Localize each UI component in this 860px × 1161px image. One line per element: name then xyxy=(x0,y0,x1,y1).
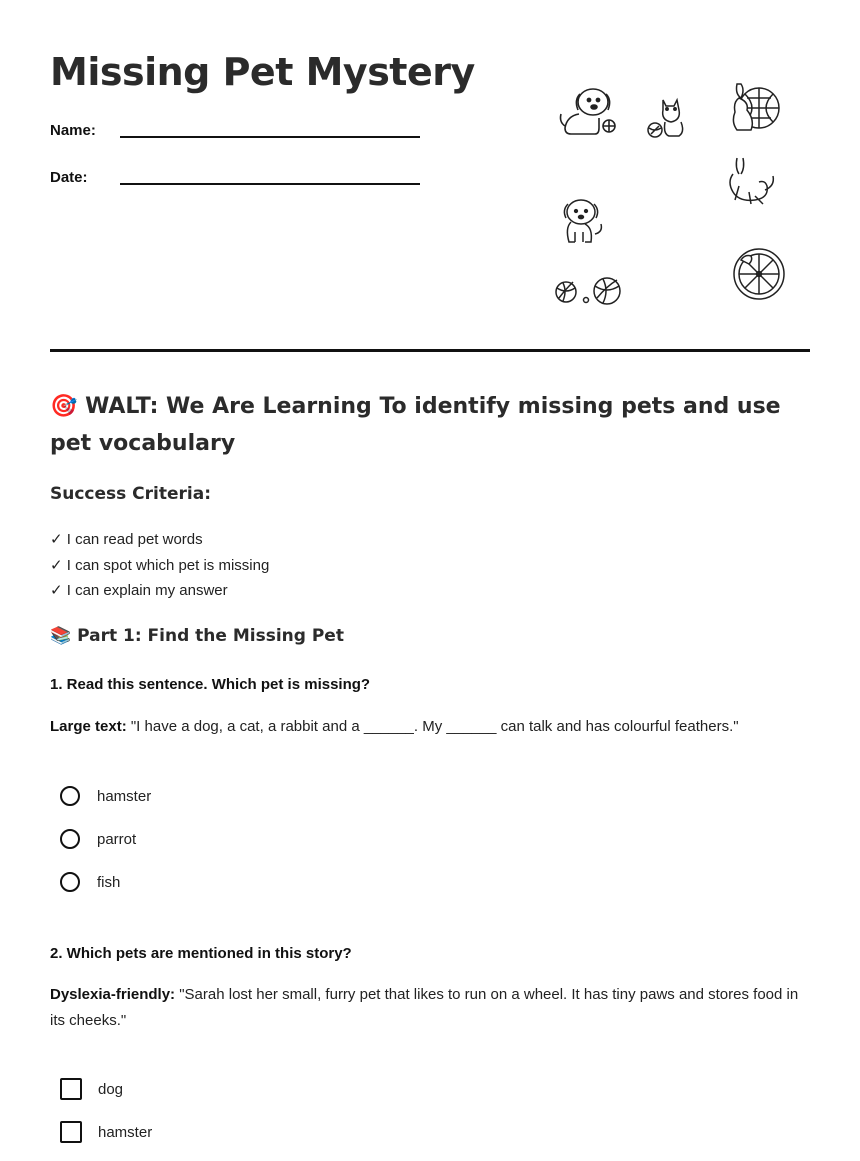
books-icon: 📚 xyxy=(50,626,72,646)
target-icon: 🎯 xyxy=(50,394,78,419)
q1-sentence: "I have a dog, a cat, a rabbit and a ______. My ______ can talk and has colourful feathers." xyxy=(130,718,739,735)
question-1: 1. Read this sentence. Which pet is missing? xyxy=(50,676,371,693)
dyslexia-friendly-label: Dyslexia-friendly: xyxy=(50,986,176,1003)
name-line[interactable] xyxy=(120,136,420,138)
walt-heading xyxy=(50,388,810,462)
section-divider xyxy=(50,349,810,352)
radio-button[interactable] xyxy=(60,786,80,806)
success-criteria-list xyxy=(50,527,269,604)
ball-icon xyxy=(553,274,623,308)
question-1-text xyxy=(50,714,810,740)
option-label: hamster xyxy=(98,1123,153,1141)
walt-text: WALT: We Are Learning To identify missing pets and use pet vocabulary xyxy=(50,394,781,456)
list-item: ✓ I can read pet words xyxy=(50,531,203,548)
option-dog[interactable] xyxy=(60,1077,123,1101)
question-2: 2. Which pets are mentioned in this story? xyxy=(50,945,352,962)
name-label: Name: xyxy=(50,122,96,139)
option-label: parrot xyxy=(97,830,137,848)
date-line[interactable] xyxy=(120,183,420,185)
cat-icon xyxy=(645,94,689,140)
q2-story: "Sarah lost her small, furry pet that likes to run on a wheel. It has tiny paws and stores food in its cheeks." xyxy=(50,986,799,1029)
part1-title: Part 1: Find the Missing Pet xyxy=(77,626,344,646)
option-label: fish xyxy=(97,873,121,891)
checkbox[interactable] xyxy=(60,1078,82,1100)
date-field xyxy=(50,169,120,186)
large-text-label: Large text: xyxy=(50,718,127,735)
option-hamster[interactable] xyxy=(60,1120,152,1144)
rabbit-icon xyxy=(727,80,781,138)
hamster-wheel-icon xyxy=(731,246,787,302)
rabbit-icon xyxy=(719,156,779,208)
list-item: ✓ I can explain my answer xyxy=(50,582,228,599)
option-label: dog xyxy=(98,1080,124,1098)
option-hamster[interactable] xyxy=(60,784,151,808)
pet-illustration xyxy=(545,70,805,320)
success-criteria-heading: Success Criteria: xyxy=(50,484,212,504)
page-title: Missing Pet Mystery xyxy=(50,50,475,94)
checkbox[interactable] xyxy=(60,1121,82,1143)
date-label: Date: xyxy=(50,169,88,186)
option-label: hamster xyxy=(97,787,152,805)
dog-icon xyxy=(553,82,621,140)
list-item: ✓ I can spot which pet is missing xyxy=(50,556,270,574)
radio-button[interactable] xyxy=(60,829,80,849)
radio-button[interactable] xyxy=(60,872,80,892)
name-field xyxy=(50,122,120,139)
dog-icon xyxy=(555,194,607,248)
option-parrot[interactable] xyxy=(60,827,136,851)
option-fish[interactable] xyxy=(60,870,120,894)
part1-heading xyxy=(50,626,344,646)
question-2-text xyxy=(50,982,810,1034)
